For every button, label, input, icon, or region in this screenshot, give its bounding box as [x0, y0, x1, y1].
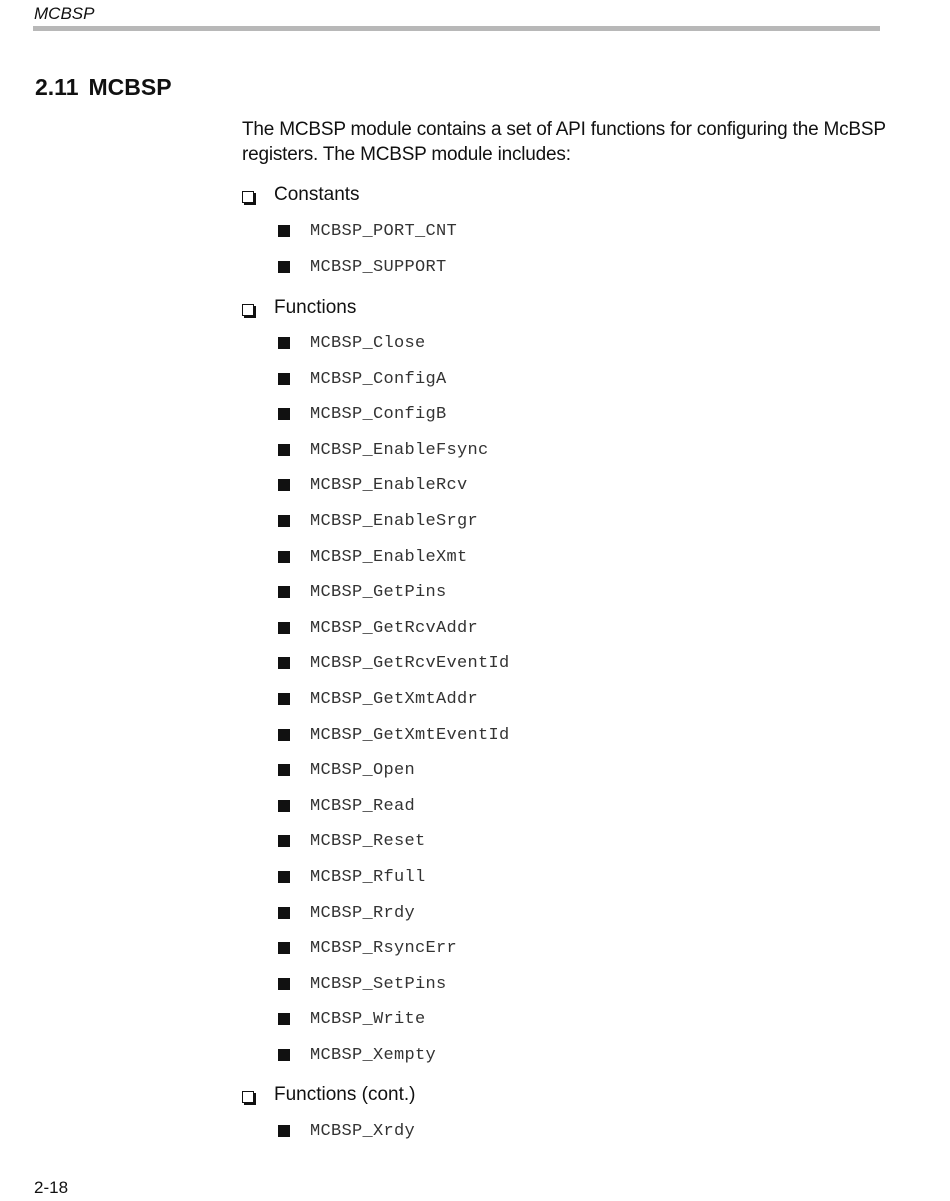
- square-bullet-icon: [278, 657, 290, 669]
- list-item: [278, 901, 415, 925]
- list-item: [278, 687, 478, 711]
- square-bullet-icon: [278, 1125, 290, 1137]
- api-identifier: MCBSP_GetXmtAddr: [310, 689, 479, 709]
- api-identifier: MCBSP_SetPins: [310, 974, 447, 994]
- section-title-text: MCBSP: [88, 74, 172, 100]
- square-bullet-icon: [278, 408, 290, 420]
- list-item: [278, 1119, 415, 1143]
- list-item: [278, 545, 468, 569]
- square-bullet-icon: [278, 693, 290, 705]
- list-item: [278, 865, 426, 889]
- square-bullet-icon: [278, 225, 290, 237]
- api-identifier: MCBSP_GetRcvEventId: [310, 653, 510, 673]
- api-identifier: MCBSP_GetXmtEventId: [310, 725, 510, 745]
- section-title: [35, 74, 172, 101]
- api-identifier: MCBSP_Close: [310, 333, 426, 353]
- api-identifier: MCBSP_ConfigB: [310, 404, 447, 424]
- category-label: Functions (cont.): [274, 1084, 416, 1105]
- api-identifier: MCBSP_EnableXmt: [310, 547, 468, 567]
- page-number: 2-18: [34, 1178, 69, 1197]
- category-item: [242, 1082, 416, 1108]
- intro-paragraph: The MCBSP module contains a set of API functions for configuring the McBSP registers. The MCBSP module includes:: [242, 119, 886, 165]
- square-bullet-icon: [278, 444, 290, 456]
- list-item: [278, 758, 415, 782]
- square-bullet-icon: [278, 261, 290, 273]
- square-bullet-icon: [278, 1049, 290, 1061]
- api-identifier: MCBSP_Write: [310, 1009, 426, 1029]
- checkbox-bullet-icon: [242, 304, 254, 316]
- square-bullet-icon: [278, 622, 290, 634]
- list-item: [278, 580, 447, 604]
- square-bullet-icon: [278, 1013, 290, 1025]
- square-bullet-icon: [278, 835, 290, 847]
- checkbox-bullet-icon: [242, 1091, 254, 1103]
- square-bullet-icon: [278, 729, 290, 741]
- list-item: [278, 972, 447, 996]
- list-item: [278, 255, 447, 279]
- square-bullet-icon: [278, 551, 290, 563]
- api-identifier: MCBSP_Xempty: [310, 1045, 437, 1065]
- list-item: [278, 219, 457, 243]
- category-item: [242, 295, 356, 321]
- api-identifier: MCBSP_RsyncErr: [310, 938, 458, 958]
- api-identifier: MCBSP_EnableSrgr: [310, 511, 479, 531]
- square-bullet-icon: [278, 871, 290, 883]
- api-identifier: MCBSP_EnableRcv: [310, 475, 468, 495]
- list-item: [278, 331, 426, 355]
- api-identifier: MCBSP_Read: [310, 796, 416, 816]
- list-item: [278, 473, 468, 497]
- list-item: [278, 367, 447, 391]
- category-item: [242, 182, 360, 208]
- list-item: [278, 438, 489, 462]
- square-bullet-icon: [278, 907, 290, 919]
- list-item: [278, 794, 415, 818]
- list-item: [278, 723, 510, 747]
- api-identifier: MCBSP_Rrdy: [310, 903, 416, 923]
- api-identifier: MCBSP_Rfull: [310, 867, 426, 887]
- api-identifier: MCBSP_SUPPORT: [310, 257, 447, 277]
- square-bullet-icon: [278, 515, 290, 527]
- api-identifier: MCBSP_GetPins: [310, 582, 447, 602]
- api-identifier: MCBSP_Open: [310, 760, 416, 780]
- list-item: [278, 651, 510, 675]
- list-item: [278, 829, 426, 853]
- module-contents-list: [242, 0, 922, 1201]
- square-bullet-icon: [278, 764, 290, 776]
- square-bullet-icon: [278, 337, 290, 349]
- square-bullet-icon: [278, 373, 290, 385]
- list-item: [278, 402, 447, 426]
- api-identifier: MCBSP_PORT_CNT: [310, 221, 458, 241]
- running-header: MCBSP: [34, 4, 95, 23]
- square-bullet-icon: [278, 800, 290, 812]
- section-number: 2.11: [35, 74, 79, 100]
- api-identifier: MCBSP_ConfigA: [310, 369, 447, 389]
- square-bullet-icon: [278, 586, 290, 598]
- api-identifier: MCBSP_EnableFsync: [310, 440, 489, 460]
- square-bullet-icon: [278, 479, 290, 491]
- checkbox-bullet-icon: [242, 191, 254, 203]
- list-item: [278, 1007, 426, 1031]
- category-label: Constants: [274, 184, 360, 205]
- api-identifier: MCBSP_Xrdy: [310, 1121, 416, 1141]
- list-item: [278, 509, 478, 533]
- square-bullet-icon: [278, 942, 290, 954]
- list-item: [278, 616, 478, 640]
- square-bullet-icon: [278, 978, 290, 990]
- category-label: Functions: [274, 297, 357, 318]
- list-item: [278, 1043, 436, 1067]
- api-identifier: MCBSP_Reset: [310, 831, 426, 851]
- list-item: [278, 936, 457, 960]
- api-identifier: MCBSP_GetRcvAddr: [310, 618, 479, 638]
